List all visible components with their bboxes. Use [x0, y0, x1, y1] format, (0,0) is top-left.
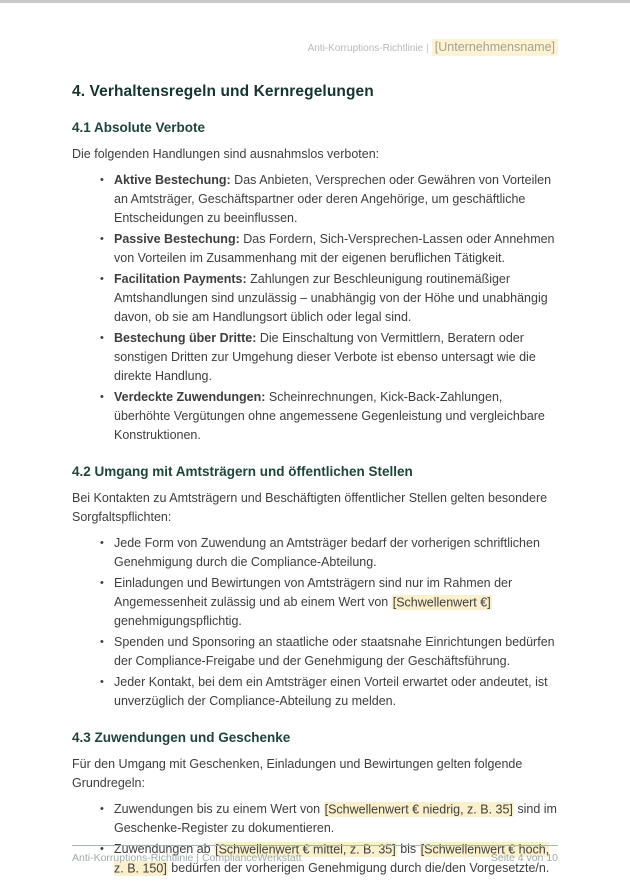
section-heading-4-2: 4.2 Umgang mit Amtsträgern und öffentlichen Stellen: [72, 464, 413, 479]
bullet-lead: Passive Bestechung:: [114, 232, 240, 246]
section-intro-4-1: Die folgenden Handlungen sind ausnahmslos verboten:: [72, 147, 380, 161]
list-item: [114, 534, 558, 572]
bullet-text: Einladungen und Bewirtungen von Amtsträgern sind nur im Rahmen der Angemessenheit zulässig und ab einem Wert von: [114, 576, 513, 609]
bullet-text: genehmigungspflichtig.: [114, 614, 242, 628]
threshold-high-placeholder[interactable]: [Schwellenwert € hoch, z. B. 150]: [114, 842, 550, 875]
bullet-text: bedürfen der vorherigen Genehmigung durch die/den Vorgesetzte/n.: [167, 861, 550, 875]
footer-doc-title: Anti-Korruptions-Richtlinie | ComplianceWerkstatt: [72, 852, 302, 864]
threshold-placeholder[interactable]: [Schwellenwert €]: [392, 595, 491, 609]
bullet-text: Jede Form von Zuwendung an Amtsträger bedarf der vorherigen schriftlichen Genehmigung durch die Compliance-Abteilung.: [114, 536, 540, 569]
list-item: [114, 633, 558, 671]
section-intro-4-2: Bei Kontakten zu Amtsträgern und Beschäftigten öffentlicher Stellen gelten besondere Sorgfaltspflichten:: [72, 491, 548, 524]
bullet-text: Zuwendungen bis zu einem Wert von: [114, 802, 324, 816]
list-item: [114, 171, 558, 228]
list-item: [114, 388, 558, 445]
list-item: [114, 673, 558, 711]
footer-page-number: Seite 4 von 10: [490, 852, 558, 864]
bullet-text: Spenden und Sponsoring an staatliche oder staatsnahe Einrichtungen bedürfen der Compliance-Freigabe und der Genehmigung der Geschäftsführung.: [114, 635, 555, 668]
list-item: [114, 574, 558, 631]
bullet-text: Zahlungen zur Beschleunigung routinemäßiger Amtshandlungen sind unzulässig – unabhängig von der Höhe und unabhängig davon, ob sie am Handlungsort üblich oder legal sind.: [114, 272, 548, 324]
bullet-lead: Aktive Bestechung:: [114, 173, 231, 187]
bullet-list-4-1: [72, 171, 558, 445]
list-item: [114, 230, 558, 268]
running-header: [72, 39, 558, 57]
bullet-text: Scheinrechnungen, Kick-Back-Zahlungen, überhöhte Vergütungen ohne angemessene Gegenleistung und vergleichbare Konstruktionen.: [114, 390, 545, 442]
list-item: [114, 270, 558, 327]
list-item: [114, 800, 558, 838]
bullet-text: Das Fordern, Sich-Versprechen-Lassen oder Annehmen von Vorteilen im Zusammenhang mit der eigenen beruflichen Tätigkeit.: [114, 232, 555, 265]
bullet-text: bis: [396, 842, 420, 856]
threshold-mid-placeholder[interactable]: [Schwellenwert € mittel, z. B. 35]: [215, 842, 396, 856]
section-heading-4-3: 4.3 Zuwendungen und Geschenke: [72, 730, 291, 745]
bullet-text: Die Einschaltung von Vermittlern, Beratern oder sonstigen Dritten zur Umgehung dieser Verbote ist ebenso untersagt wie die direkte Handlung.: [114, 331, 536, 383]
chapter-title: 4. Verhaltensregeln und Kernregelungen: [72, 83, 374, 100]
bullet-lead: Bestechung über Dritte:: [114, 331, 257, 345]
bullet-text: Jeder Kontakt, bei dem ein Amtsträger einen Vorteil erwartet oder andeutet, ist unverzüglich der Compliance-Abteilung zu melden.: [114, 675, 548, 708]
company-name-placeholder[interactable]: [Unternehmensname]: [432, 39, 558, 56]
section-heading-4-1: 4.1 Absolute Verbote: [72, 120, 206, 135]
list-item: [114, 329, 558, 386]
bullet-text: Das Anbieten, Versprechen oder Gewähren von Vorteilen an Amtsträger, Geschäftspartner oder deren Angehörige, um geschäftliche Entscheidungen zu beeinflussen.: [114, 173, 552, 225]
bullet-lead: Verdeckte Zuwendungen:: [114, 390, 266, 404]
bullet-text: sind im Geschenke-Register zu dokumentieren.: [114, 802, 557, 835]
bullet-lead: Facilitation Payments:: [114, 272, 247, 286]
page-footer: [72, 845, 558, 864]
bullet-list-4-2: [72, 534, 558, 711]
running-header-doc-title: Anti-Korruptions-Richtlinie: [307, 43, 424, 54]
page-content: [0, 39, 630, 878]
running-header-separator: |: [426, 43, 429, 54]
bullet-text: Zuwendungen ab: [114, 842, 215, 856]
bullet-list-4-3: [72, 800, 558, 878]
threshold-low-placeholder[interactable]: [Schwellenwert € niedrig, z. B. 35]: [324, 802, 513, 816]
section-intro-4-3: Für den Umgang mit Geschenken, Einladungen und Bewirtungen gelten folgende Grundregeln:: [72, 757, 523, 790]
